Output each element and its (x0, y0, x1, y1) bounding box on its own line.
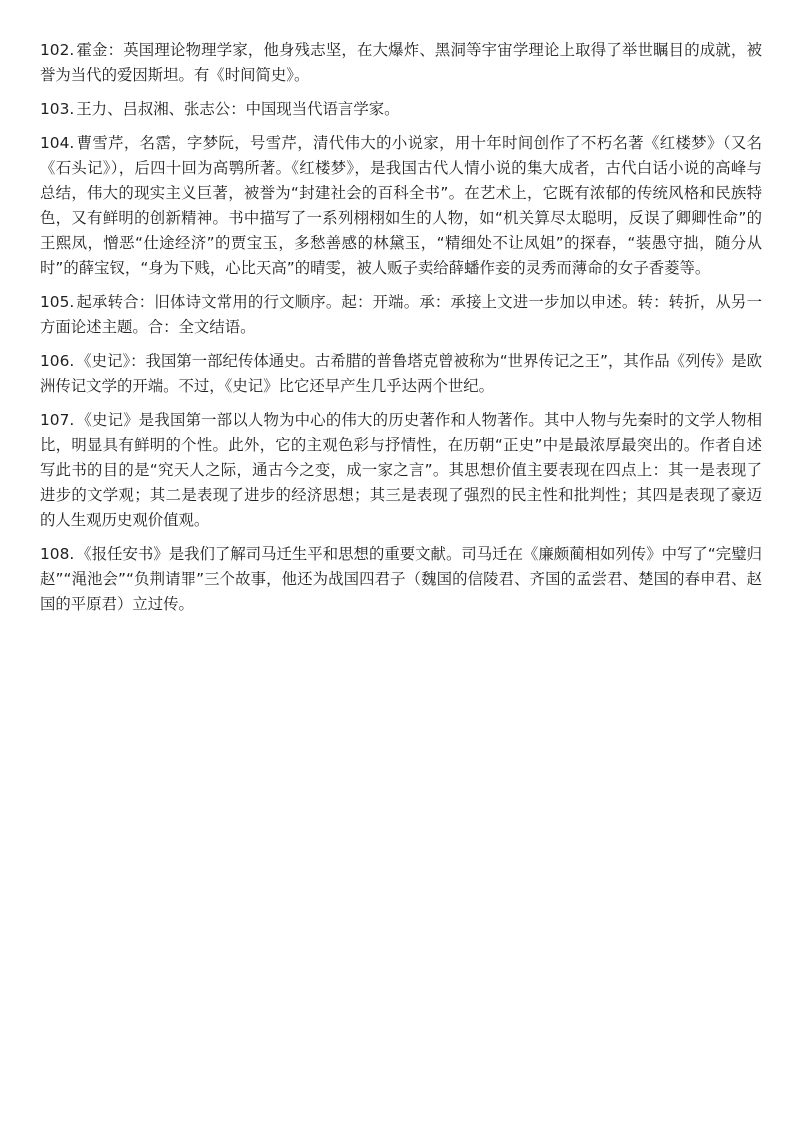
entry-text: 霍金：英国理论物理学家，他身残志坚，在大爆炸、黑洞等宇宙学理论上取得了举世瞩目的成就，被誉为当代的爱因斯坦。有《时间简史》。 (40, 41, 762, 84)
entry-text: 《报任安书》是我们了解司马迁生平和思想的重要文献。司马迁在《廉颇蔺相如列传》中写了“完璧归赵”“渑池会”“负荆请罪”三个故事，他还为战国四君子（魏国的信陵君、齐国的孟尝君、楚国的春申君、赵国的平原君）立过传。 (40, 545, 762, 613)
entry-number: 102. (40, 41, 75, 59)
entry-103 (40, 97, 762, 122)
entry-text: 《史记》：我国第一部纪传体通史。古希腊的普鲁塔克曾被称为“世界传记之王”，其作品《列传》是欧洲传记文学的开端。不过，《史记》比它还早产生几乎达两个世纪。 (40, 352, 762, 395)
entry-number: 104. (40, 134, 75, 152)
entry-text: 曹雪芹，名霑，字梦阮，号雪芹，清代伟大的小说家，用十年时间创作了不朽名著《红楼梦》（又名《石头记》），后四十回为高鹗所著。《红楼梦》，是我国古代人情小说的集大成者，古代白话小说的高峰与总结，伟大的现实主义巨著，被誉为“封建社会的百科全书”。在艺术上，它既有浓郁的传统风格和民族特色，又有鲜明的创新精神。书中描写了一系列栩栩如生的人物，如“机关算尽太聪明，反误了卿卿性命”的王熙凤，憎恶“仕途经济”的贾宝玉，多愁善感的林黛玉，“精细处不让凤姐”的探春，“装愚守拙，随分从时”的薛宝钗，“身为下贱，心比天高”的晴雯，被人贩子卖给薛蟠作妾的灵秀而薄命的女子香菱等。 (40, 134, 762, 277)
entry-number: 107. (40, 411, 75, 429)
entry-108 (40, 542, 762, 617)
entry-number: 103. (40, 100, 75, 118)
entry-102 (40, 38, 762, 88)
entry-text: 起承转合：旧体诗文常用的行文顺序。起：开端。承：承接上文进一步加以申述。转：转折，从另一方面论述主题。合：全文结语。 (40, 293, 762, 336)
entry-text: 《史记》是我国第一部以人物为中心的伟大的历史著作和人物著作。其中人物与先秦时的文学人物相比，明显具有鲜明的个性。此外，它的主观色彩与抒情性，在历朝“正史”中是最浓厚最突出的。作者自述写此书的目的是“究天人之际，通古今之变，成一家之言”。其思想价值主要表现在四点上：其一是表现了进步的文学观；其二是表现了进步的经济思想；其三是表现了强烈的民主性和批判性；其四是表现了豪迈的人生观历史观价值观。 (40, 411, 762, 529)
entry-number: 108. (40, 545, 75, 563)
entry-number: 106. (40, 352, 75, 370)
entry-105 (40, 290, 762, 340)
entry-104 (40, 131, 762, 281)
entry-107 (40, 408, 762, 533)
entry-number: 105. (40, 293, 75, 311)
entry-106 (40, 349, 762, 399)
entry-text: 王力、吕叔湘、张志公：中国现当代语言学家。 (76, 100, 400, 118)
